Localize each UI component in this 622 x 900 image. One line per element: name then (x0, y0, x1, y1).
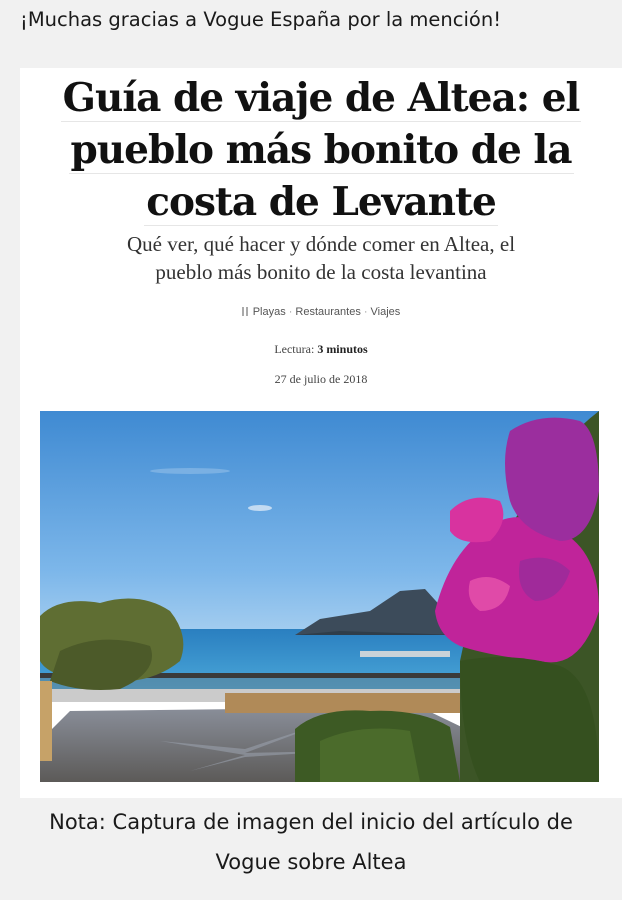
post-note-line: Nota: Captura de imagen del inicio del artículo de (49, 810, 573, 834)
tag-link-playas[interactable]: Playas (252, 306, 286, 318)
article-subtitle-line: pueblo más bonito de la costa levantina (155, 260, 487, 284)
publish-date: 27 de julio de 2018 (274, 372, 368, 386)
post-note-line: Vogue sobre Altea (215, 850, 407, 874)
reading-time-label: Lectura: (274, 342, 315, 356)
post-intro-text: ¡Muchas gracias a Vogue España por la mención! (20, 8, 502, 31)
tag-link-viajes[interactable]: Viajes (370, 306, 401, 318)
tag-separator: · (288, 306, 293, 318)
reading-time-value: 3 minutos (317, 342, 368, 356)
tag-separator: · (363, 306, 368, 318)
bookmark-icon (242, 307, 248, 316)
tag-link-restaurantes[interactable]: Restaurantes (295, 306, 361, 318)
reading-time (20, 342, 622, 357)
article-title-line: Guía de viaje de Altea: el (62, 75, 580, 121)
article-subtitle-line: Qué ver, qué hacer y dónde comer en Altea, el (126, 232, 516, 256)
altea-coast-photo (40, 411, 599, 782)
article-subtitle (20, 230, 622, 286)
article-title (20, 72, 622, 228)
article-title-line: costa de Levante (146, 179, 496, 225)
article-screenshot (20, 68, 622, 798)
article-title-line: pueblo más bonito de la (70, 127, 572, 173)
post-note-caption (0, 802, 622, 882)
article-tags (20, 306, 622, 318)
